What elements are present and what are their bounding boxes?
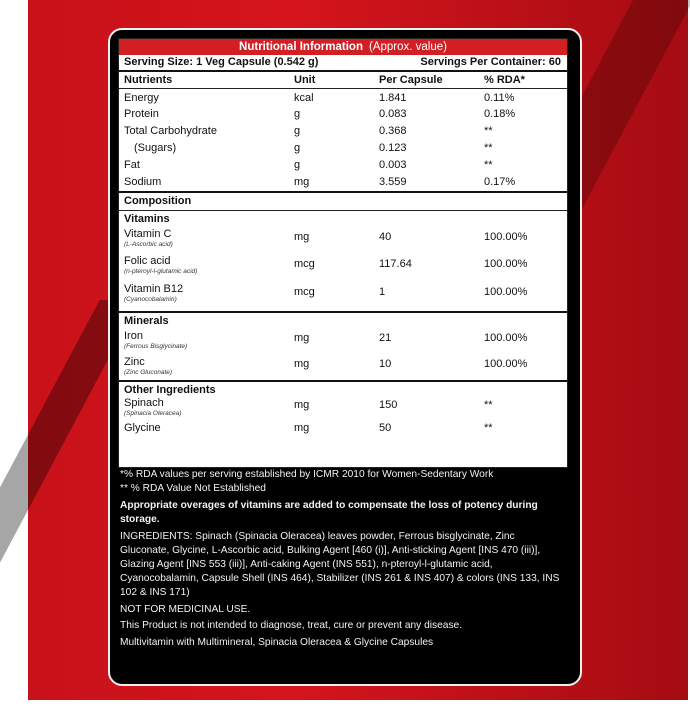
- mineral-source: (Ferrous Bisglycinate): [124, 343, 188, 350]
- table-row: [119, 329, 567, 356]
- minerals-label: Minerals: [124, 315, 169, 327]
- table-title-bar: [119, 39, 567, 55]
- not-medicinal-note: NOT FOR MEDICINAL USE.: [120, 604, 251, 615]
- vitamin-rda: 100.00%: [484, 258, 528, 270]
- nutrient-value: 3.559: [379, 176, 407, 188]
- product-description: Multivitamin with Multimineral, Spinacia Oleracea & Glycine Capsules: [120, 637, 434, 648]
- table-row: [119, 283, 567, 311]
- nutrient-name: Sodium: [124, 176, 162, 188]
- ingredient-value: 150: [379, 399, 398, 411]
- mineral-rda: 100.00%: [484, 358, 528, 370]
- ingredient-value: 50: [379, 422, 392, 434]
- vitamin-name: Vitamin C: [124, 228, 172, 240]
- table-row: [119, 422, 567, 440]
- ingredient-source: (Spinacia Oleracea): [124, 410, 182, 417]
- ingredient-rda: **: [484, 422, 493, 434]
- nutrient-name: Fat: [124, 159, 140, 171]
- table-row: [119, 226, 567, 255]
- nutrient-unit: kcal: [294, 92, 314, 104]
- vitamins-header: [119, 210, 567, 226]
- vitamin-unit: mg: [294, 231, 310, 243]
- table-row: [119, 356, 567, 380]
- table-row: [119, 123, 567, 140]
- mineral-name: Zinc: [124, 356, 145, 368]
- ingredient-unit: mg: [294, 399, 310, 411]
- mineral-rda: 100.00%: [484, 332, 528, 344]
- vitamin-rda: 100.00%: [484, 231, 528, 243]
- nutrient-name: (Sugars): [134, 142, 177, 154]
- nutrient-value: 0.083: [379, 108, 407, 120]
- col-per-capsule: Per Capsule: [379, 74, 443, 86]
- nutrient-rda: **: [484, 159, 493, 171]
- nutrient-value: 1.841: [379, 92, 407, 104]
- mineral-unit: mg: [294, 332, 310, 344]
- nutrient-unit: g: [294, 142, 301, 154]
- minerals-header: [119, 311, 567, 329]
- vitamin-value: 40: [379, 231, 392, 243]
- vitamin-source: (Cyanocobalamin): [124, 296, 177, 303]
- label-notes: [120, 466, 566, 650]
- composition-label: Composition: [124, 195, 192, 207]
- mineral-value: 21: [379, 332, 392, 344]
- table-row: [119, 157, 567, 174]
- other-ingredients-label: Other Ingredients: [124, 384, 216, 396]
- table-row: [119, 396, 567, 422]
- table-subtitle: (Approx. value): [368, 41, 447, 53]
- nutrient-rda: **: [484, 125, 493, 137]
- mineral-unit: mg: [294, 358, 310, 370]
- servings-per-container: Servings Per Container: 60: [420, 56, 561, 68]
- nutrient-unit: g: [294, 159, 301, 171]
- nutrition-panel: [108, 28, 582, 686]
- col-unit: Unit: [294, 74, 316, 86]
- composition-header: [119, 191, 567, 210]
- nutrient-unit: g: [294, 125, 301, 137]
- table-row: [119, 140, 567, 157]
- nutrient-rda: 0.11%: [484, 92, 515, 104]
- serving-row: [119, 55, 567, 70]
- table-row: [119, 255, 567, 283]
- nutrient-rda: 0.17%: [484, 176, 516, 188]
- mineral-name: Iron: [124, 330, 143, 342]
- nutrient-value: 0.368: [379, 125, 407, 137]
- vitamin-source: (n-pteroyl-l-glutamic acid): [124, 268, 198, 275]
- table-row: [119, 89, 567, 106]
- col-nutrients: Nutrients: [124, 74, 173, 86]
- overages-note: Appropriate overages of vitamins are added to compensate the loss of potency during storage.: [120, 500, 538, 525]
- nutrient-unit: mg: [294, 176, 310, 188]
- rda-note: *% RDA values per serving established by ICMR 2010 for Women-Sedentary Work: [120, 469, 494, 480]
- vitamin-value: 1: [379, 286, 386, 298]
- vitamin-name: Vitamin B12: [124, 283, 184, 295]
- mineral-value: 10: [379, 358, 392, 370]
- ingredient-name: Glycine: [124, 422, 161, 434]
- nutrient-rda: **: [484, 142, 493, 154]
- disclaimer: This Product is not intended to diagnose, treat, cure or prevent any disease.: [120, 620, 463, 631]
- nutrient-name: Protein: [124, 108, 159, 120]
- serving-size: Serving Size: 1 Veg Capsule (0.542 g): [124, 56, 319, 68]
- vitamin-unit: mcg: [294, 286, 315, 298]
- nutrition-table: [118, 38, 568, 468]
- vitamin-value: 117.64: [379, 258, 412, 270]
- ingredient-rda: **: [484, 399, 493, 411]
- nutrient-rda: 0.18%: [484, 108, 516, 120]
- nutrient-name: Total Carbohydrate: [124, 125, 217, 137]
- col-rda: % RDA*: [484, 74, 525, 86]
- nutrient-value: 0.003: [379, 159, 407, 171]
- other-ingredients-header: [119, 380, 567, 396]
- table-row: [119, 174, 567, 191]
- mineral-source: (Zinc Gluconate): [124, 369, 173, 376]
- nutrient-name: Energy: [124, 92, 159, 104]
- nutrient-unit: g: [294, 108, 301, 120]
- rda-not-established-note: ** % RDA Value Not Established: [120, 483, 266, 494]
- table-row: [119, 106, 567, 123]
- vitamin-unit: mcg: [294, 258, 315, 270]
- ingredients-list: INGREDIENTS: Spinach (Spinacia Oleracea) leaves powder, Ferrous bisglycinate, Zinc Gluconate, Glycine, L-Ascorbic acid, Bulking Agent [460 (i)], Anti-sticking Agent [INS 470 (iii)], Glazing Agent [INS 553 (iii)], Anti-caking Agent (INS 551), n-pteroyl-l-glutamic acid, Cyanocobalamin, Capsule Shell (INS 464), Stabilizer (INS 261 & INS 407) & colors (INS 133, INS 102 & INS 171): [120, 531, 560, 598]
- vitamin-rda: 100.00%: [484, 286, 528, 298]
- column-header-row: [119, 70, 567, 88]
- vitamin-name: Folic acid: [124, 255, 171, 267]
- vitamins-label: Vitamins: [124, 213, 170, 225]
- vitamin-source: (L-Ascorbic acid): [124, 241, 173, 248]
- table-title: Nutritional Information: [239, 41, 363, 53]
- ingredient-unit: mg: [294, 422, 310, 434]
- nutrient-value: 0.123: [379, 142, 407, 154]
- ingredient-name: Spinach: [124, 397, 164, 409]
